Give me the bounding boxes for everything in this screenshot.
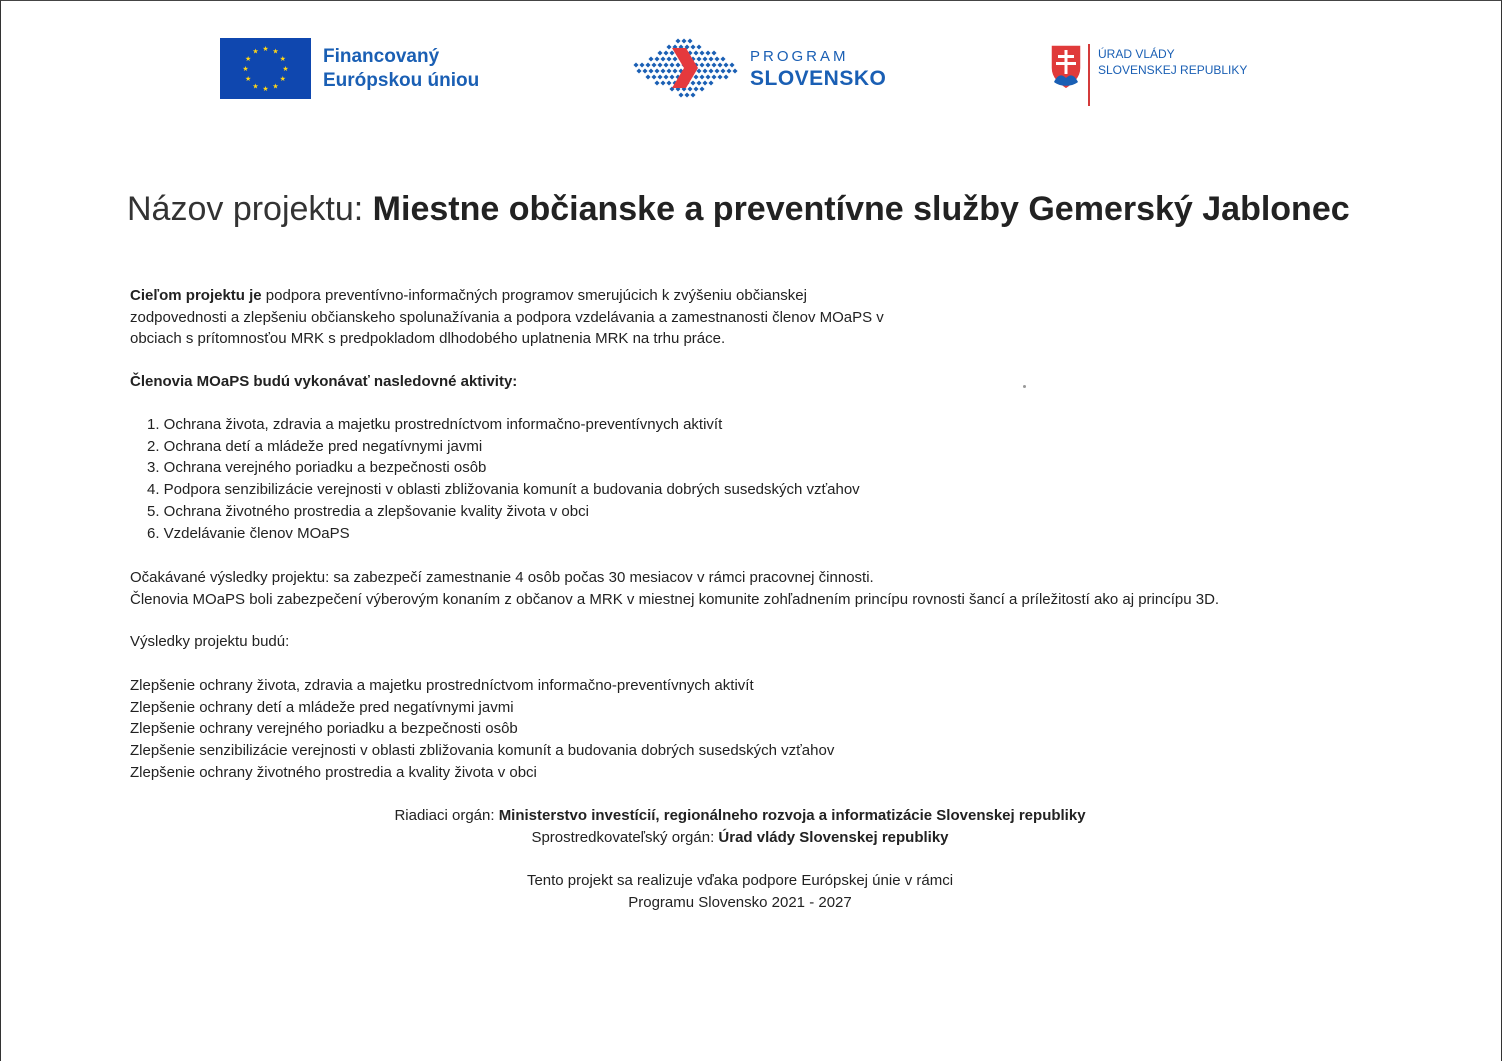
ps-dot-icon xyxy=(669,74,674,79)
ps-dot-icon xyxy=(705,62,710,67)
ps-dot-icon xyxy=(648,68,653,73)
eu-star-icon: ★ xyxy=(245,55,252,63)
ps-dot-icon xyxy=(723,74,728,79)
ps-dot-icon xyxy=(705,74,710,79)
ps-dot-icon xyxy=(711,50,716,55)
urad-vlady-divider xyxy=(1088,44,1090,106)
ps-dot-icon xyxy=(699,62,704,67)
urad-vlady-text xyxy=(1098,46,1247,78)
ps-dot-icon xyxy=(687,86,692,91)
ps-dot-icon xyxy=(702,80,707,85)
organs-block xyxy=(240,805,1240,848)
ps-dot-icon xyxy=(645,74,650,79)
intermediate-body xyxy=(240,827,1240,849)
ps-dot-icon xyxy=(666,80,671,85)
eu-logo-line1: Financovaný xyxy=(323,45,440,67)
project-title-name: Miestne občianske a preventívne služby Gemerský Jablonec xyxy=(372,190,1350,228)
ps-dot-icon xyxy=(675,62,680,67)
eu-flag-icon xyxy=(220,38,311,99)
project-title-prefix: Názov projektu: xyxy=(127,190,373,228)
program-slovensko-logo xyxy=(632,38,886,98)
results-list xyxy=(130,675,834,784)
list-item: Zlepšenie ochrany života, zdravia a majetku prostredníctvom informačno-preventívnych aktivít xyxy=(130,677,754,694)
ps-dot-icon xyxy=(702,68,707,73)
list-item: Zlepšenie senzibilizácie verejnosti v oblasti zbližovania komunít a budovania dobrých susedských vzťahov xyxy=(130,742,835,760)
eu-star-icon: ★ xyxy=(245,75,252,83)
ps-dot-icon xyxy=(729,62,734,67)
ps-dot-icon xyxy=(699,74,704,79)
ps-dot-icon xyxy=(663,74,668,79)
ps-dot-icon xyxy=(696,56,701,61)
ps-dot-icon xyxy=(723,62,728,67)
ps-dot-icon xyxy=(666,68,671,73)
funding-footer xyxy=(240,870,1240,913)
ps-dot-icon xyxy=(708,56,713,61)
managing-authority xyxy=(240,805,1240,827)
ps-dot-icon xyxy=(681,38,686,43)
ps-dot-icon xyxy=(663,62,668,67)
ps-dot-icon xyxy=(690,80,695,85)
urad-vlady-line2: SLOVENSKEJ REPUBLIKY xyxy=(1098,63,1248,77)
eu-star-icon: ★ xyxy=(272,82,279,91)
ps-dot-icon xyxy=(714,68,719,73)
urad-vlady-line1: ÚRAD VLÁDY xyxy=(1098,47,1175,61)
list-item: 1. Ochrana života, zdravia a majetku prostredníctvom informačno-preventívnych aktivít xyxy=(147,416,723,433)
eu-star-icon: ★ xyxy=(282,65,289,73)
funding-footer-line2: Programu Slovensko 2021 - 2027 xyxy=(628,893,852,911)
program-slovensko-mark-icon xyxy=(632,38,740,98)
funding-footer-line1: Tento projekt sa realizuje vďaka podpore Európskej únie v rámci xyxy=(526,872,954,889)
ps-dot-icon xyxy=(717,74,722,79)
ps-dot-icon xyxy=(687,38,692,43)
ps-dot-icon xyxy=(660,68,665,73)
ps-dot-icon xyxy=(654,68,659,73)
eu-logo xyxy=(220,38,479,99)
eu-star-icon: ★ xyxy=(262,45,269,53)
results-heading: Výsledky projektu budú: xyxy=(130,633,290,650)
ps-dot-icon xyxy=(657,62,662,67)
ps-dot-icon xyxy=(657,74,662,79)
ps-dot-icon xyxy=(660,80,665,85)
ps-dot-icon xyxy=(651,74,656,79)
ps-dot-icon xyxy=(642,68,647,73)
ps-dot-icon xyxy=(678,92,683,97)
ps-dot-icon xyxy=(702,56,707,61)
eu-star-icon: ★ xyxy=(272,47,279,56)
ps-dot-icon xyxy=(675,38,680,43)
managing-authority-label: Riadiaci orgán: xyxy=(394,807,499,824)
program-slovensko-line2: SLOVENSKO xyxy=(750,67,887,90)
list-item: 4. Podpora senzibilizácie verejnosti v oblasti zbližovania komunít a budovania dobrých susedských vzťahov xyxy=(147,481,860,499)
list-item: 6. Vzdelávanie členov MOaPS xyxy=(147,524,350,542)
eu-star-icon: ★ xyxy=(279,55,286,63)
ps-dot-icon xyxy=(711,74,716,79)
ps-dot-icon xyxy=(660,56,665,61)
ps-dot-icon xyxy=(696,44,701,49)
project-goal xyxy=(130,285,890,350)
expected-results-line2: Členovia MOaPS boli zabezpečení výberovým konaním z občanov a MRK v miestnej komunite zohľadnením princípu rovnosti šancí a príležitostí ako aj princípu 3D. xyxy=(130,590,1220,608)
ps-dot-icon xyxy=(648,56,653,61)
scan-speck xyxy=(1023,385,1026,388)
project-goal-text: podpora preventívno-informačných programov smerujúcich k zvýšeniu občianskej zodpovednosti a zlepšeniu občianskeho spolunažívania a podpora vzdelávania a zamestnanosti členov MOaPS v obciach s prítomnosťou MRK s predpokladom dlhodobého uplatnenia MRK na trhu práce. xyxy=(130,287,884,348)
eu-star-icon: ★ xyxy=(262,85,269,93)
ps-dot-icon xyxy=(669,62,674,67)
ps-dot-icon xyxy=(666,44,671,49)
ps-dot-icon xyxy=(657,50,662,55)
ps-dot-icon xyxy=(654,56,659,61)
ps-dot-icon xyxy=(690,92,695,97)
activities-heading: Členovia MOaPS budú vykonávať nasledovné aktivity: xyxy=(130,373,518,390)
ps-dot-icon xyxy=(639,62,644,67)
ps-dot-icon xyxy=(654,80,659,85)
ps-dot-icon xyxy=(708,68,713,73)
ps-dot-icon xyxy=(720,68,725,73)
eu-star-icon: ★ xyxy=(252,47,259,56)
ps-dot-icon xyxy=(693,86,698,91)
intermediate-body-label: Sprostredkovateľský orgán: xyxy=(531,828,719,846)
eu-logo-line2: Európskou úniou xyxy=(323,69,480,91)
ps-dot-icon xyxy=(693,74,698,79)
ps-dot-icon xyxy=(732,68,737,73)
ps-dot-icon xyxy=(684,92,689,97)
eu-star-icon: ★ xyxy=(252,82,259,91)
eu-star-icon: ★ xyxy=(242,65,249,73)
eu-star-icon: ★ xyxy=(279,75,286,83)
list-item: Zlepšenie ochrany životného prostredia a kvality života v obci xyxy=(130,763,537,781)
ps-dot-icon xyxy=(708,80,713,85)
ps-dot-icon xyxy=(651,62,656,67)
ps-dot-icon xyxy=(711,62,716,67)
ps-dot-icon xyxy=(717,62,722,67)
ps-dot-icon xyxy=(714,56,719,61)
ps-dot-icon xyxy=(726,68,731,73)
ps-dot-icon xyxy=(699,50,704,55)
program-slovensko-text xyxy=(750,46,886,90)
ps-dot-icon xyxy=(696,80,701,85)
ps-dot-icon xyxy=(672,56,677,61)
program-slovensko-line1: PROGRAM xyxy=(750,48,849,65)
project-goal-lead: Cieľom projektu je xyxy=(130,287,262,304)
activities-list xyxy=(147,414,860,544)
ps-dot-icon xyxy=(636,68,641,73)
ps-dot-icon xyxy=(705,50,710,55)
ps-dot-icon xyxy=(663,50,668,55)
ps-dot-icon xyxy=(720,56,725,61)
list-item: 3. Ochrana verejného poriadku a bezpečnosti osôb xyxy=(147,459,487,477)
list-item: Zlepšenie ochrany detí a mládeže pred negatívnymi javmi xyxy=(130,698,514,716)
ps-dot-icon xyxy=(699,86,704,91)
ps-dot-icon xyxy=(633,62,638,67)
list-item: Zlepšenie ochrany verejného poriadku a bezpečnosti osôb xyxy=(130,720,518,738)
urad-vlady-logo xyxy=(1050,44,1247,106)
ps-dot-icon xyxy=(645,62,650,67)
managing-authority-value: Ministerstvo investícií, regionálneho rozvoja a informatizácie Slovenskej republiky xyxy=(498,807,1086,824)
slovak-coat-of-arms-icon xyxy=(1050,44,1082,90)
ps-dot-icon xyxy=(693,50,698,55)
ps-dot-icon xyxy=(669,50,674,55)
ps-dot-icon xyxy=(690,44,695,49)
intermediate-body-value: Úrad vlády Slovenskej republiky xyxy=(718,828,949,846)
eu-logo-text xyxy=(323,45,479,93)
project-title xyxy=(127,190,1427,229)
list-item: 5. Ochrana životného prostredia a zlepšovanie kvality života v obci xyxy=(147,502,589,520)
ps-dot-icon xyxy=(666,56,671,61)
expected-results-line1: Očakávané výsledky projektu: sa zabezpečí zamestnanie 4 osôb počas 30 mesiacov v rámci pracovnej činnosti. xyxy=(130,569,874,586)
list-item: 2. Ochrana detí a mládeže pred negatívnymi javmi xyxy=(147,437,483,455)
expected-results xyxy=(130,567,1219,610)
ps-dot-icon xyxy=(672,68,677,73)
